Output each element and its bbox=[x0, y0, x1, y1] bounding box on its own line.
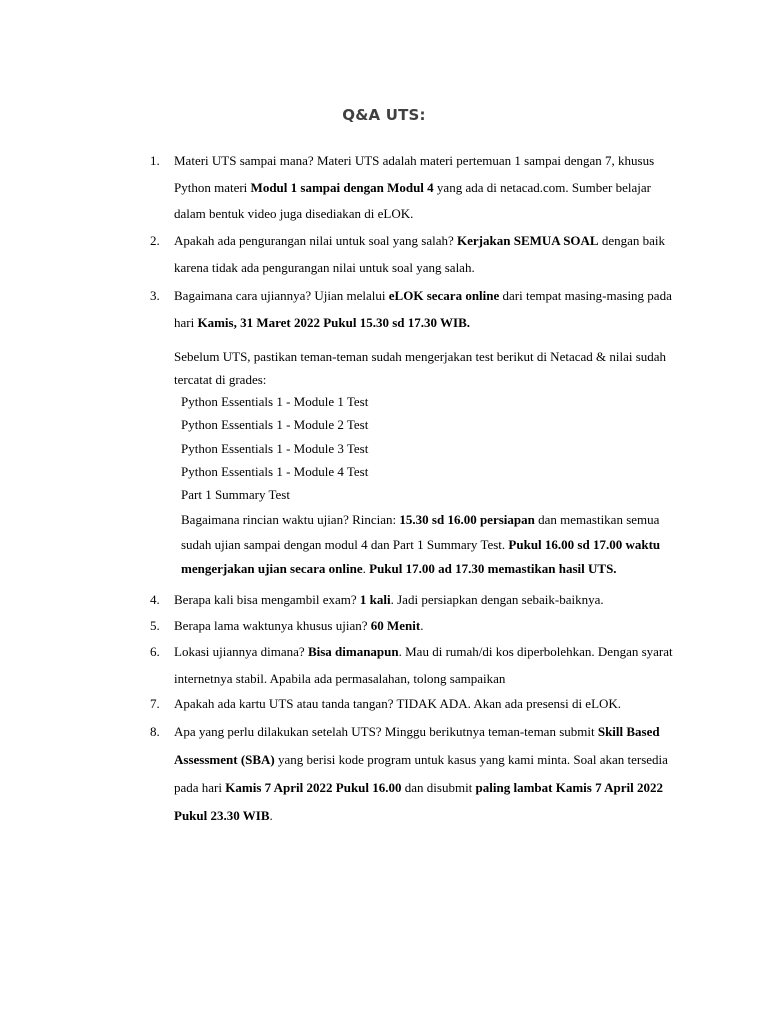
text-run: dan disubmit bbox=[401, 780, 476, 795]
text-run: Apakah ada pengurangan nilai untuk soal yang salah? bbox=[174, 233, 458, 248]
item-text bbox=[174, 613, 680, 640]
item-number: 8. bbox=[150, 724, 160, 739]
bold-text: (SBA) bbox=[240, 752, 275, 767]
text-run: Apa yang perlu dilakukan setelah UTS? Minggu berikutnya teman-teman submit bbox=[174, 724, 598, 739]
item-text bbox=[174, 148, 680, 228]
item-number: 4. bbox=[150, 592, 160, 607]
text-run: Apakah ada kartu UTS atau tanda tangan? TIDAK ADA. Akan ada presensi di eLOK. bbox=[174, 696, 622, 711]
text-run: . Mau di rumah/di kos diperbolehkan. Dengan syarat internetnya stabil. Apabila ada permasalahan, tolong sampaikan bbox=[174, 644, 673, 686]
text-run: Lokasi ujiannya dimana? bbox=[174, 644, 308, 659]
text-run: Bagaimana rincian waktu ujian? Rincian: bbox=[181, 512, 400, 527]
test-item: Part 1 Summary Test bbox=[181, 487, 290, 503]
text-run: Materi UTS sampai mana? Materi UTS adalah materi pertemuan 1 sampai dengan 7, khusus Python materi bbox=[174, 153, 655, 195]
list-item bbox=[150, 283, 680, 336]
bold-text: Kamis, 31 Maret 2022 Pukul 15.30 sd 17.30 WIB. bbox=[197, 314, 471, 330]
bold-text: Skill Based Assessment bbox=[174, 724, 660, 767]
list-item bbox=[150, 613, 680, 640]
list-item bbox=[150, 148, 680, 228]
text-run: . bbox=[420, 618, 424, 633]
list-item bbox=[150, 639, 680, 692]
bold-text: 60 Menit bbox=[370, 618, 421, 633]
bold-text: Kamis 7 April 2022 Pukul 16.00 bbox=[225, 780, 402, 795]
text-run: . bbox=[362, 561, 370, 576]
bold-text: Modul 1 sampai dengan Modul 4 bbox=[250, 179, 434, 195]
item-text bbox=[174, 283, 680, 336]
item-text bbox=[174, 691, 680, 718]
list-item bbox=[150, 718, 680, 830]
bold-text: 15.30 sd 16.00 persiapan bbox=[399, 512, 535, 527]
text-run: dan memastikan semua sudah ujian sampai dengan modul 4 dan Part 1 Summary Test. bbox=[181, 512, 660, 552]
time-details bbox=[181, 508, 691, 582]
bold-text: Kerjakan SEMUA SOAL bbox=[457, 233, 599, 248]
item-text bbox=[174, 228, 680, 281]
item-number: 6. bbox=[150, 644, 160, 659]
list-item bbox=[150, 228, 680, 281]
test-intro: Sebelum UTS, pastikan teman-teman sudah mengerjakan test berikut di Netacad & nilai sudah tercatat di grades: bbox=[174, 349, 667, 387]
bold-text: Pukul 17.00 ad 17.30 memastikan hasil UTS. bbox=[369, 561, 617, 576]
test-item: Python Essentials 1 - Module 3 Test bbox=[181, 440, 369, 456]
item-number: 7. bbox=[150, 696, 160, 711]
test-item: Python Essentials 1 - Module 4 Test bbox=[181, 463, 369, 479]
item-text bbox=[174, 639, 680, 692]
item-number: 2. bbox=[150, 233, 160, 248]
page-title: Q&A UTS: bbox=[342, 106, 426, 124]
text-run: dari tempat masing-masing pada hari bbox=[174, 288, 672, 330]
bold-text: 1 kali bbox=[359, 592, 391, 607]
test-list bbox=[181, 390, 691, 506]
text-run: Berapa kali bisa mengambil exam? bbox=[174, 592, 360, 607]
text-run: Berapa lama waktunya khusus ujian? bbox=[174, 618, 371, 633]
item-number: 1. bbox=[150, 153, 160, 168]
item-text bbox=[174, 718, 680, 830]
text-run: yang ada di netacad.com. Sumber belajar dalam bentuk video juga disediakan di eLOK. bbox=[174, 179, 651, 221]
bold-text: paling lambat Kamis 7 April 2022 Pukul 23.30 WIB bbox=[174, 780, 663, 823]
text-run: yang berisi kode program untuk kasus yang kami minta. Soal akan tersedia pada hari bbox=[174, 752, 668, 795]
item-number: 5. bbox=[150, 618, 160, 633]
item-text bbox=[174, 587, 680, 614]
text-run: Bagaimana cara ujiannya? Ujian melalui bbox=[174, 288, 389, 303]
bold-text: Bisa dimanapun bbox=[307, 644, 399, 659]
text-run: . bbox=[269, 808, 273, 823]
list-item bbox=[150, 691, 680, 718]
list-item bbox=[150, 587, 680, 614]
bold-text: eLOK secara online bbox=[388, 288, 500, 303]
bold-text: Pukul 16.00 sd 17.00 waktu mengerjakan ujian secara online bbox=[181, 536, 661, 576]
test-item: Python Essentials 1 - Module 1 Test bbox=[181, 394, 369, 409]
text-run: . Jadi persiapkan dengan sebaik-baiknya. bbox=[390, 592, 604, 607]
test-item: Python Essentials 1 - Module 2 Test bbox=[181, 417, 369, 433]
text-run: dengan baik karena tidak ada pengurangan nilai untuk soal yang salah. bbox=[174, 233, 666, 275]
item-number: 3. bbox=[150, 288, 160, 303]
